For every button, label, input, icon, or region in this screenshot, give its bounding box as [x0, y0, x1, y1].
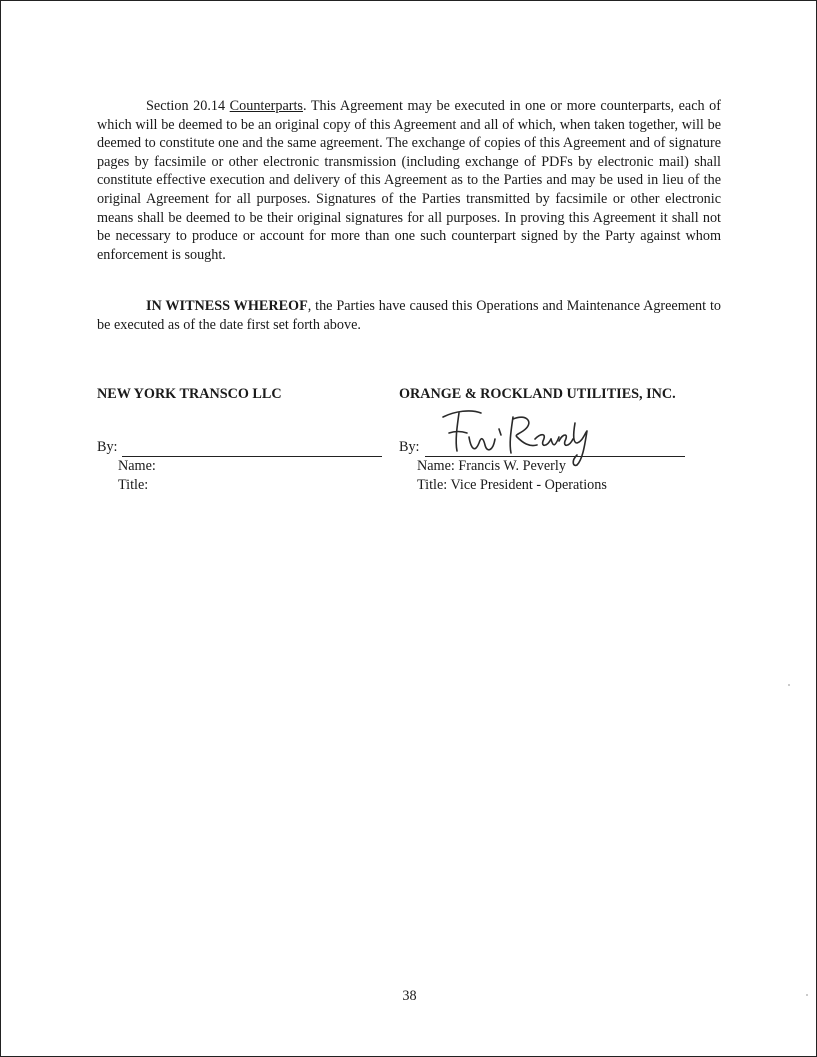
section-label: Section 20.14 — [146, 98, 226, 114]
by-label-right: By: — [399, 439, 420, 455]
name-line-right: Name: Francis W. Peverly — [417, 458, 566, 474]
witness-paragraph — [97, 297, 721, 334]
page-number: 38 — [402, 988, 417, 1004]
counterparts-paragraph — [97, 97, 721, 264]
party-name-left: NEW YORK TRANSCO LLC — [97, 386, 282, 402]
name-label-left: Name: — [118, 458, 156, 474]
witness-lead: IN WITNESS WHEREOF — [146, 298, 308, 314]
by-label-left: By: — [97, 439, 118, 455]
section-heading: Counterparts — [229, 98, 303, 114]
scan-speck — [806, 994, 808, 996]
counterparts-text: . This Agreement may be executed in one or more counterparts, each of which will be deemed to be an original copy of this Agreement and all of which, when taken together, will be deemed to constitute one and the same agreement. The exchange of copies of this Agreement and of signature pages by facsimile or other electronic transmission (including exchange of PDFs by electronic mail) shall constitute effective execution and delivery of this Agreement as to the Parties and may be used in lieu of the original Agreement for all purposes. Signatures of the Parties transmitted by facsimile or other electronic means shall be deemed to be their original signatures for all purposes. In proving this Agreement it shall not be necessary to produce or account for more than one such counterpart signed by the Party against whom enforcement is sought. — [97, 98, 721, 263]
witness-text: , the Parties have caused this Operations and Maintenance Agreement to be executed as of the date first set forth above. — [97, 298, 721, 333]
signature-line-left — [122, 456, 382, 457]
scan-speck — [788, 684, 790, 686]
party-name-right: ORANGE & ROCKLAND UTILITIES, INC. — [399, 386, 676, 402]
title-line-right: Title: Vice President - Operations — [417, 477, 607, 493]
title-label-left: Title: — [118, 477, 149, 493]
